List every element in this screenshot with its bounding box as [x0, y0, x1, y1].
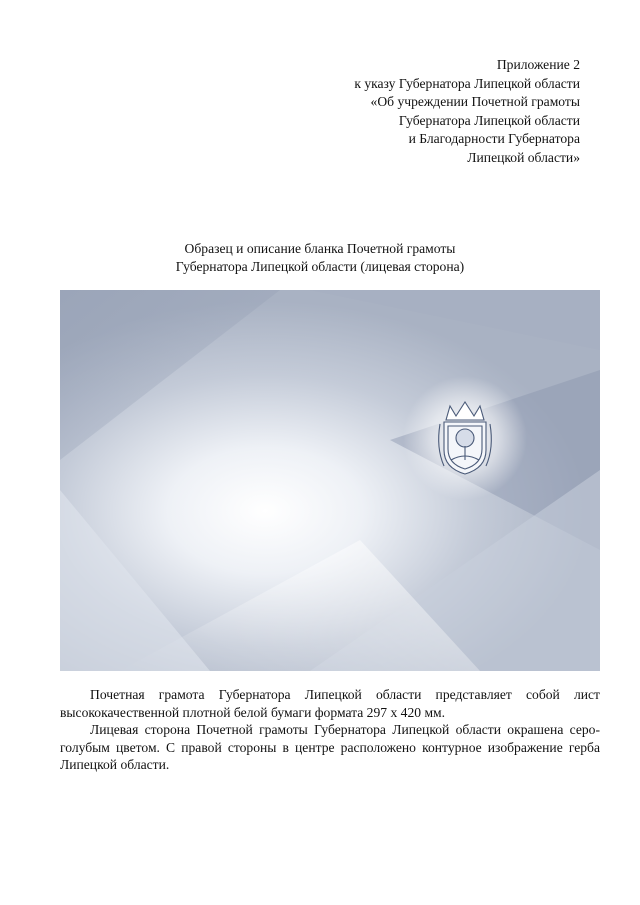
- description-paragraph: Почетная грамота Губернатора Липецкой области представляет собой лист высококачественной плотной белой бумаги формата 297 х 420 мм.: [60, 687, 600, 720]
- appendix-line: Губернатора Липецкой области: [398, 112, 580, 128]
- appendix-line: к указу Губернатора Липецкой области: [354, 75, 580, 91]
- description-text: [60, 686, 600, 774]
- facet-shape: [310, 290, 600, 350]
- appendix-line: «Об учреждении Почетной грамоты: [370, 94, 580, 110]
- description-paragraph: Лицевая сторона Почетной грамоты Губернатора Липецкой области окрашена серо-голубым цветом. С правой стороны в центре расположено контурное изображение герба Липецкой области.: [60, 722, 600, 773]
- facet-shape: [60, 290, 280, 460]
- appendix-line: Липецкой области»: [467, 149, 580, 165]
- certificate-blank-image: [60, 290, 600, 671]
- blank-background-art: [60, 290, 600, 671]
- appendix-line: Приложение 2: [496, 57, 580, 72]
- title-line: Губернатора Липецкой области (лицевая сторона): [175, 258, 465, 274]
- document-title: [0, 240, 640, 275]
- appendix-header: [240, 56, 580, 168]
- appendix-line: и Благодарности Губернатора: [408, 131, 580, 147]
- title-line: Образец и описание бланка Почетной грамоты: [184, 241, 456, 256]
